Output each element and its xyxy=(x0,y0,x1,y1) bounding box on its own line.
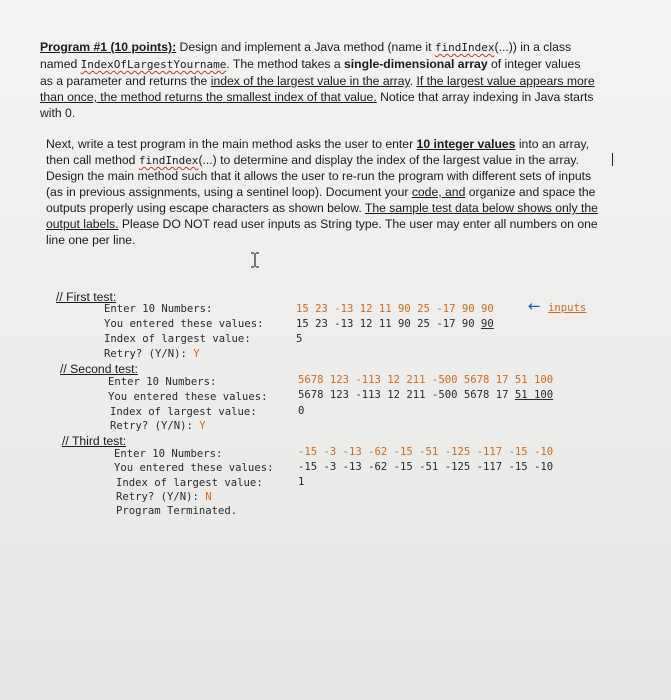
second-index-value: 0 xyxy=(298,405,305,417)
second-input-values: 5678 123 -113 12 211 -500 5678 17 51 100 xyxy=(298,374,554,386)
third-prompt-enter: Enter 10 Numbers: xyxy=(114,448,223,460)
inputs-annotation xyxy=(528,297,586,316)
p2-line4: (as in previous assignments, using a sentinel loop). Document your code, and organize and space the xyxy=(46,185,596,199)
first-retry: Retry? (Y/N): Y xyxy=(104,348,200,360)
p2-line2: then call method findIndex(...) to determine and display the index of the largest value in the array. xyxy=(46,153,579,167)
third-entered-values: -15 -3 -13 -62 -15 -51 -125 -117 -15 -10 xyxy=(298,461,554,473)
second-prompt-enter: Enter 10 Numbers: xyxy=(108,376,217,388)
first-prompt-index: Index of largest value: xyxy=(104,333,251,345)
text-cursor-icon xyxy=(612,153,613,166)
p2-line6: output labels. Please DO NOT read user inputs as String type. The user may enter all numbers on one xyxy=(46,217,598,231)
p2-line1: Next, write a test program in the main method asks the user to enter 10 integer values into an array, xyxy=(46,137,590,151)
third-retry: Retry? (Y/N): N xyxy=(116,491,212,503)
inputs-note: inputs xyxy=(548,302,587,314)
first-index-value: 5 xyxy=(296,333,303,345)
p1-line5: with 0. xyxy=(40,106,76,120)
third-index-value: 1 xyxy=(298,476,305,488)
method-name-2: findIndex xyxy=(138,154,199,167)
second-prompt-index: Index of largest value: xyxy=(110,406,257,418)
second-test-label: // Second test: xyxy=(60,362,138,376)
second-retry: Retry? (Y/N): Y xyxy=(110,420,206,432)
p1-line3: as a parameter and returns the index of the largest value in the array. If the largest value appears more xyxy=(40,74,595,88)
p2-line7: line one per line. xyxy=(46,233,136,247)
program-terminated: Program Terminated. xyxy=(116,505,238,517)
method-name: findIndex xyxy=(434,41,495,54)
program-heading: Program #1 (10 points): xyxy=(40,40,177,54)
third-prompt-index: Index of largest value: xyxy=(116,477,263,489)
p1-line2: named IndexOfLargestYourname. The method takes a single-dimensional array of integer values xyxy=(40,57,581,71)
p1-line4: than once, the method returns the smallest index of that value. Notice that array indexing in Java starts xyxy=(40,90,594,104)
second-entered-values: 5678 123 -113 12 211 -500 5678 17 51 100 xyxy=(298,389,554,401)
third-test-label: // Third test: xyxy=(62,434,127,448)
p2-line5: outputs properly using escape characters as shown below. The sample test data below shows only the xyxy=(46,201,598,215)
p1-line1: Program #1 (10 points): Design and implement a Java method (name it findIndex(...)) in a class xyxy=(40,40,572,54)
second-prompt-entered: You entered these values: xyxy=(108,391,268,403)
third-input-values: -15 -3 -13 -62 -15 -51 -125 -117 -15 -10 xyxy=(298,446,554,458)
first-entered-values: 15 23 -13 12 11 90 25 -17 90 90 xyxy=(296,318,494,330)
i-beam-cursor-icon xyxy=(250,252,260,268)
p2-line3: Design the main method such that it allows the user to re-run the program with different sets of inputs xyxy=(46,169,592,183)
first-prompt-entered: You entered these values: xyxy=(104,318,264,330)
first-input-values: 15 23 -13 12 11 90 25 -17 90 90 xyxy=(296,303,494,315)
third-prompt-entered: You entered these values: xyxy=(114,462,274,474)
first-test-label: // First test: xyxy=(56,290,117,304)
class-name: IndexOfLargestYourname xyxy=(80,58,227,71)
first-prompt-enter: Enter 10 Numbers: xyxy=(104,303,213,315)
left-arrow-icon: ← xyxy=(528,297,541,315)
